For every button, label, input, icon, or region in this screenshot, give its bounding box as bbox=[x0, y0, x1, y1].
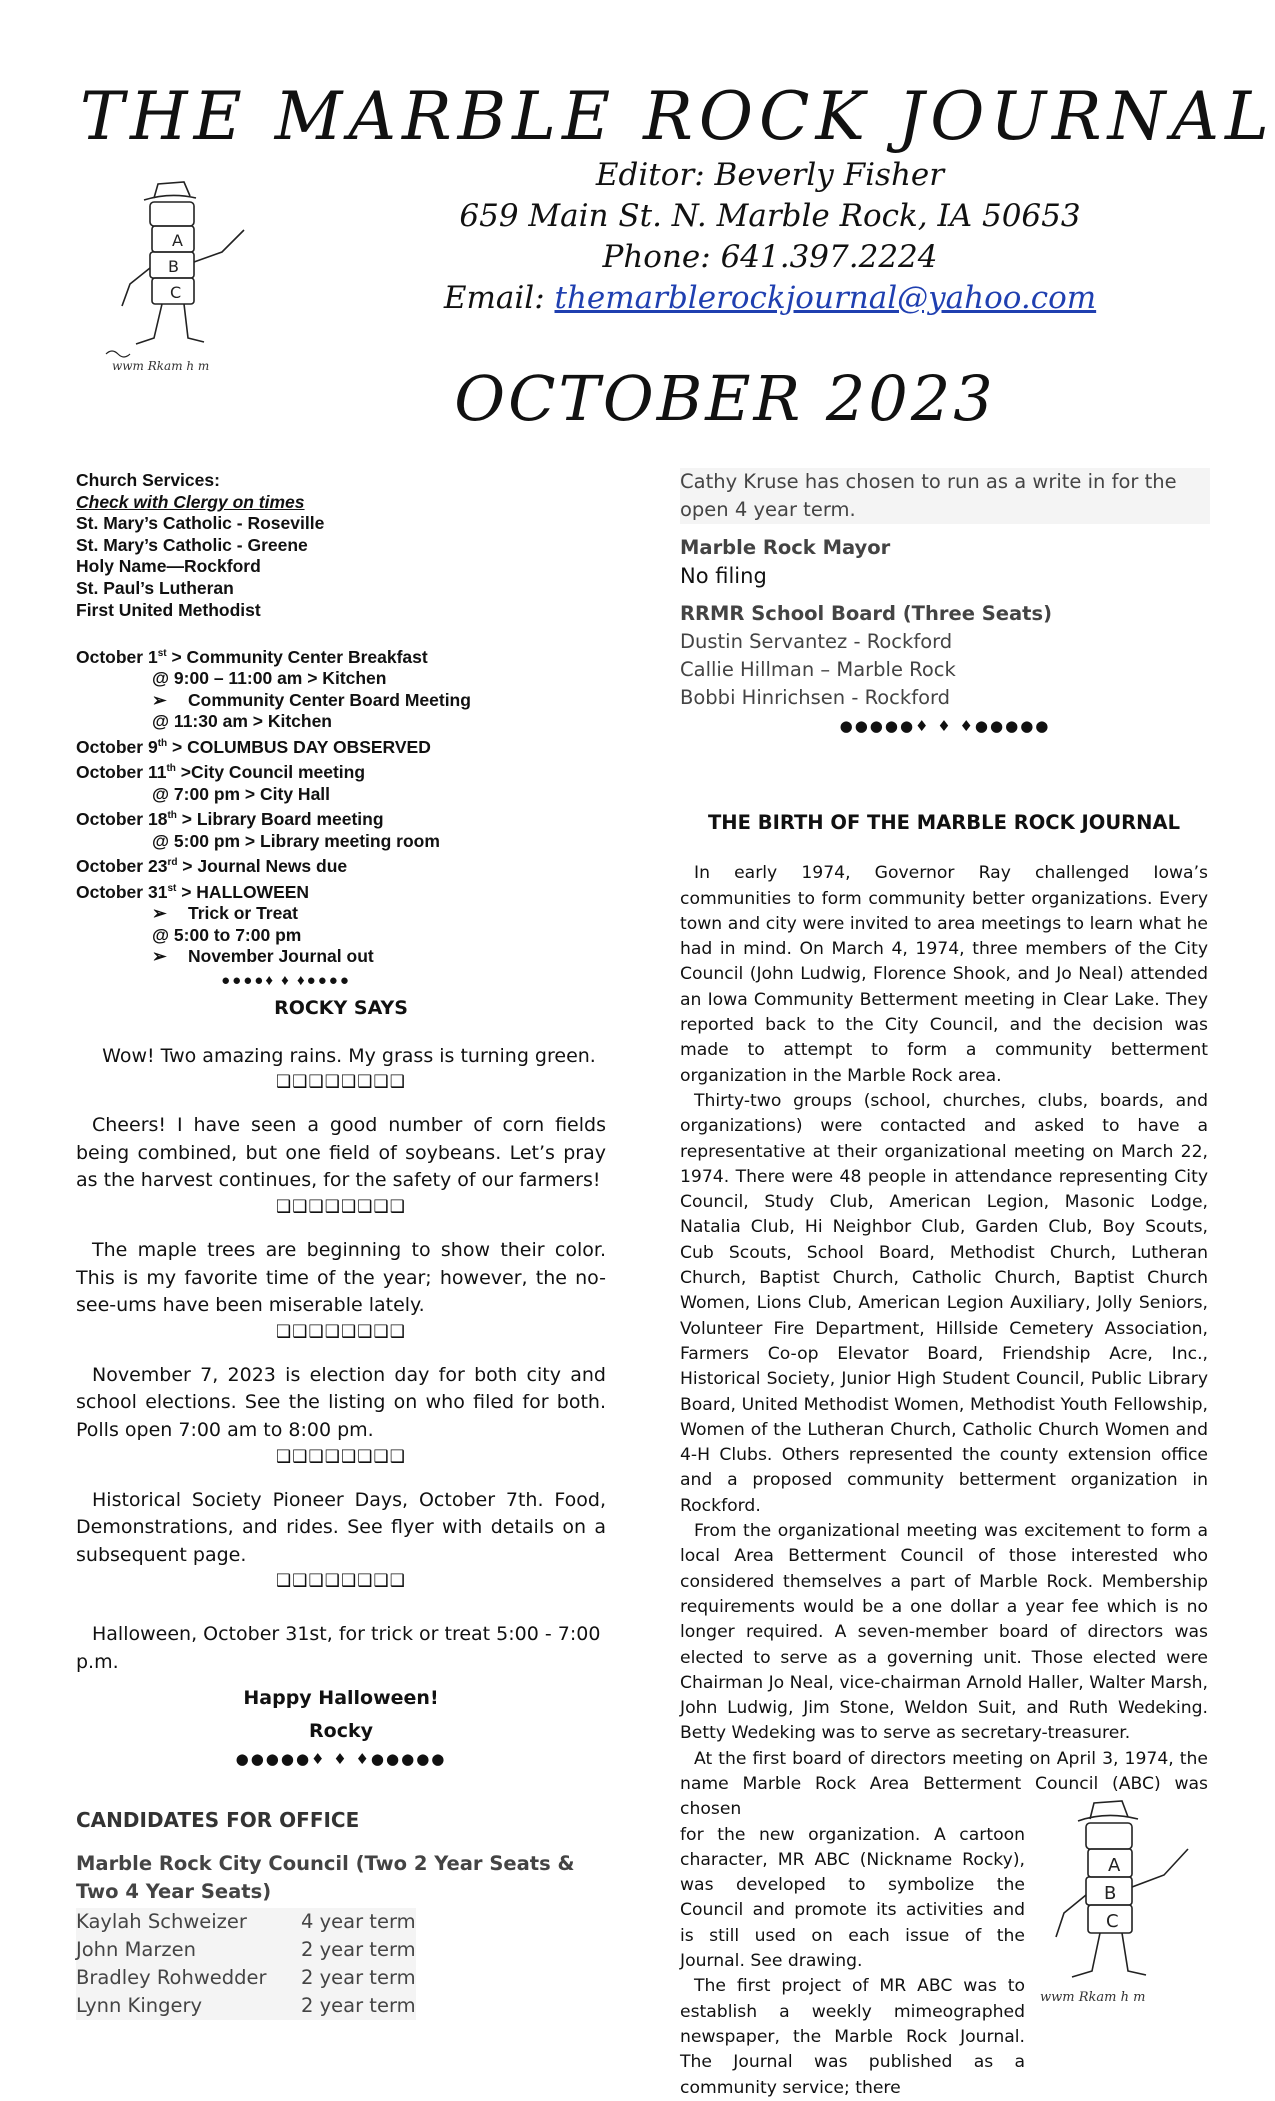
rocky-paragraph: Cheers! I have seen a good number of corn fields being combined, but one field of soybeans. Let’s pray as the harvest continues, for the safety of our farmers! bbox=[76, 1114, 606, 1192]
church-item: Holy Name—Rockford bbox=[76, 556, 261, 577]
calendar-time: @ 9:00 – 11:00 am > Kitchen bbox=[152, 668, 387, 689]
calendar-event: October 23rd > Journal News due bbox=[76, 856, 348, 877]
mascot-letter-a: A bbox=[1108, 1855, 1121, 1876]
issue-date: OCTOBER 2023 bbox=[454, 362, 996, 435]
calendar-time: @ 5:00 pm > Library meeting room bbox=[152, 830, 440, 851]
email-link[interactable]: themarblerockjournal@yahoo.com bbox=[554, 280, 1097, 316]
mascot-letter-c: C bbox=[1106, 1911, 1119, 1932]
calendar-time: @ 7:00 pm > City Hall bbox=[152, 783, 331, 804]
rocky-paragraph: Historical Society Pioneer Days, October 7th. Food, Demonstrations, and rides. See flyer with details on a subsequent page. bbox=[76, 1488, 606, 1566]
candidates-heading: CANDIDATES FOR OFFICE bbox=[76, 1808, 360, 1832]
rocky-says-section bbox=[76, 995, 606, 1773]
editor-info bbox=[360, 155, 1180, 319]
rocky-paragraph: The maple trees are beginning to show their color. This is my favorite time of the year; however, the no-see-ums have been miserable lately. bbox=[76, 1238, 606, 1317]
school-candidate: Bobbi Hinrichsen - Rockford bbox=[680, 686, 951, 709]
candidates-continued bbox=[680, 468, 1210, 740]
mayor-heading: Marble Rock Mayor bbox=[680, 536, 891, 559]
rocky-paragraph: November 7, 2023 is election day for both city and school elections. See the listing on who filed for both. Polls open 7:00 am to 8:00 pm. bbox=[76, 1363, 606, 1441]
candidate-row: John Marzen 2 year term bbox=[76, 1936, 416, 1964]
school-candidate: Dustin Servantez - Rockford bbox=[680, 630, 953, 653]
candidate-row: Bradley Rohwedder 2 year term bbox=[76, 1964, 416, 1992]
school-board-heading: RRMR School Board (Three Seats) bbox=[680, 602, 1052, 625]
article-paragraph: From the organizational meeting was excitement to form a local Area Betterment Council of those interested who considered themselves a part of Marble Rock. Membership requirements would be a one dollar a year fee which is no longer required. A seven-member board of directors was elected to serve as a governing unit. Those elected were Chairman Jo Neal, vice-chairman Arnold Haller, Walter Marsh, John Ludwig, Jim Stone, Weldon Suit, and Ruth Wedeking. Betty Wedeking was to serve as secretary-treasurer. bbox=[680, 1521, 1208, 1744]
box-separator: ❑❑❑❑❑❑❑❑ bbox=[276, 1446, 406, 1467]
article-paragraph: The first project of MR ABC was to establish a weekly mimeographed newspaper, the Marble Rock Journal. The Journal was published as a community service; there bbox=[680, 1976, 1025, 2098]
church-heading: Church Services: bbox=[76, 470, 220, 490]
ornament-divider: ●●●●●♦ ♦ ♦●●●●● bbox=[235, 1749, 447, 1768]
email-label: Email: bbox=[443, 280, 555, 316]
editor-name: Editor: Beverly Fisher bbox=[595, 157, 945, 193]
council-heading: Marble Rock City Council (Two 2 Year Seats & Two 4 Year Seats) bbox=[76, 1852, 575, 1903]
calendar-event: October 9th > COLUMBUS DAY OBSERVED bbox=[76, 736, 431, 757]
mascot-letter-b: B bbox=[1104, 1883, 1117, 1904]
ornament-divider: ●●●●●♦ ♦ ♦●●●●● bbox=[839, 717, 1051, 735]
candidates-section bbox=[76, 1806, 606, 2020]
church-and-calendar bbox=[76, 470, 636, 992]
article-paragraph: for the new organization. A cartoon character, MR ABC (Nickname Rocky), was developed to symbolize the Council and promote its activities and is still used on each issue of the Journal. See drawing. bbox=[680, 1824, 1025, 1972]
church-item: First United Methodist bbox=[76, 599, 261, 620]
box-separator: ❑❑❑❑❑❑❑❑ bbox=[276, 1072, 406, 1093]
church-item: St. Mary’s Catholic - Roseville bbox=[76, 513, 325, 534]
calendar-event: October 31st > HALLOWEEN bbox=[76, 881, 310, 902]
mascot-signature: wwm Rkam h m bbox=[1040, 1990, 1146, 2005]
article-paragraph: Thirty-two groups (school, churches, clubs, boards, and organizations) were contacted and asked to have a representative at their organizational meeting on March 22, 1974. There were 48 people in attendance representing City Council, Study Club, American Legion, Masonic Lodge, Natalia Club, Hi Neighbor Club, Garden Club, Boy Scouts, Cub Scouts, School Board, Methodist Church, Lutheran Church, Baptist Church, Catholic Church, Baptist Church Women, Lions Club, American Legion Auxiliary, Jolly Seniors, Volunteer Fire Department, Hillside Cemetery Association, Farmers Co-op Elevator Board, Friendship Acre, Inc., Historical Society, Junior High Student Council, Public Library Board, United Methodist Women, Methodist Youth Fellowship, Women of the Lutheran Church, Catholic Church Women and 4-H Clubs. Others represented the county extension office and a proposed community betterment organization in Rockford. bbox=[680, 1090, 1208, 1516]
calendar-subitem: ➢ November Journal out bbox=[152, 946, 374, 967]
calendar-subitem: ➢ Community Center Board Meeting bbox=[152, 689, 471, 710]
rocky-paragraph: Halloween, October 31st, for trick or treat 5:00 - 7:00 p.m. bbox=[76, 1623, 601, 1673]
mascot-rocky-drawing bbox=[1030, 1795, 1220, 2015]
calendar-event: October 11th >City Council meeting bbox=[76, 762, 366, 783]
email-line bbox=[360, 278, 1180, 319]
box-separator: ❑❑❑❑❑❑❑❑ bbox=[276, 1196, 406, 1217]
calendar-event: October 18th > Library Board meeting bbox=[76, 809, 384, 830]
address: 659 Main St. N. Marble Rock, IA 50653 bbox=[459, 198, 1081, 234]
calendar-time: @ 5:00 to 7:00 pm bbox=[152, 924, 302, 945]
masthead-title: THE MARBLE ROCK JOURNAL bbox=[80, 78, 1275, 155]
box-separator: ❑❑❑❑❑❑❑❑ bbox=[276, 1571, 406, 1592]
church-item: St. Paul’s Lutheran bbox=[76, 577, 234, 598]
rocky-heading: ROCKY SAYS bbox=[274, 997, 408, 1019]
mayor-value: No filing bbox=[680, 564, 767, 588]
mascot-signature: wwm Rkam h m bbox=[112, 359, 210, 373]
writein-note: Cathy Kruse has chosen to run as a write in for the open 4 year term. bbox=[680, 468, 1210, 524]
calendar-event: October 1st > Community Center Breakfast bbox=[76, 646, 428, 667]
box-separator: ❑❑❑❑❑❑❑❑ bbox=[276, 1321, 406, 1342]
rocky-closing: Happy Halloween! bbox=[243, 1686, 439, 1709]
church-item: St. Mary’s Catholic - Greene bbox=[76, 534, 308, 555]
mascot-letter-a: A bbox=[172, 231, 183, 250]
bullet-arrow-icon: ➢ bbox=[152, 946, 167, 967]
mascot-letter-c: C bbox=[170, 283, 182, 302]
phone: Phone: 641.397.2224 bbox=[602, 239, 938, 275]
school-candidate: Callie Hillman – Marble Rock bbox=[680, 658, 956, 681]
bullet-arrow-icon: ➢ bbox=[152, 903, 167, 924]
article-heading: THE BIRTH OF THE MARBLE ROCK JOURNAL bbox=[707, 811, 1181, 834]
ornament-divider: ●●●●♦ ♦ ♦●●●● bbox=[221, 972, 351, 990]
calendar-subitem: ➢ Trick or Treat bbox=[152, 903, 298, 924]
calendar-time: @ 11:30 am > Kitchen bbox=[152, 711, 332, 732]
article-paragraph: At the first board of directors meeting on April 3, 1974, the name Marble Rock Area Betterment Council (ABC) was chosen bbox=[680, 1748, 1208, 1820]
article-paragraph: In early 1974, Governor Ray challenged Iowa’s communities to form community better organizations. Every town and city were invited to area meetings to learn what he had in mind. On March 4, 1974, three members of the City Council (John Ludwig, Florence Shook, and Jo Neal) attended an Iowa Community Betterment meeting in Clear Lake. They reported back to the City Council, and the decision was made to attempt to form a community betterment organization in the Marble Rock area. bbox=[680, 863, 1208, 1086]
mascot-rocky-drawing bbox=[92, 178, 272, 378]
mascot-letter-b: B bbox=[168, 257, 179, 276]
candidate-row: Lynn Kingery 2 year term bbox=[76, 1992, 416, 2020]
rocky-paragraph: Wow! Two amazing rains. My grass is turning green. bbox=[102, 1044, 596, 1067]
bullet-arrow-icon: ➢ bbox=[152, 689, 167, 710]
rocky-signoff: Rocky bbox=[309, 1720, 373, 1743]
candidate-row: Kaylah Schweizer 4 year term bbox=[76, 1908, 416, 1936]
church-note: Check with Clergy on times bbox=[76, 491, 305, 512]
